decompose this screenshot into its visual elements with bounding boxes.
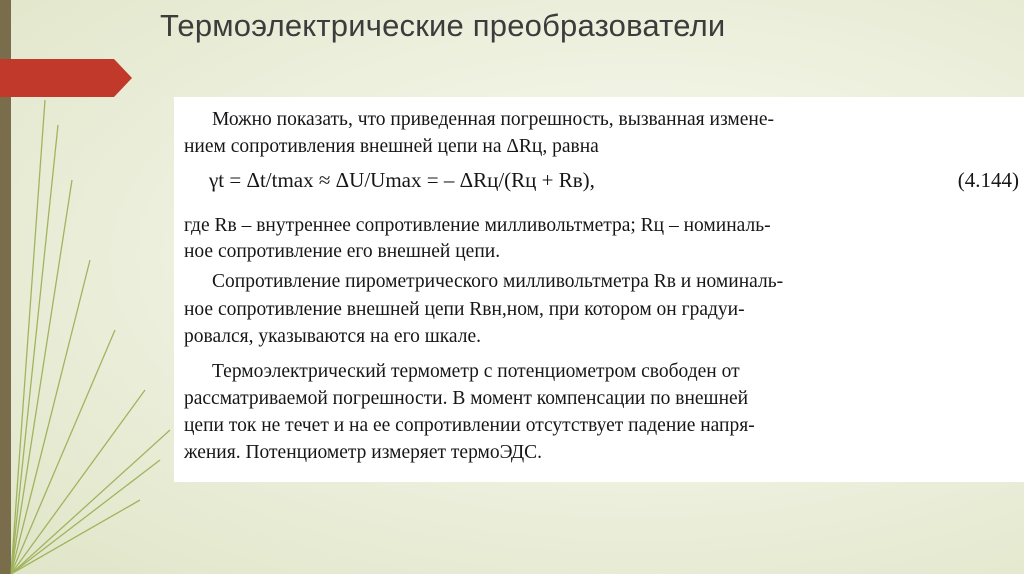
- red-arrow-marker: [0, 59, 132, 97]
- formula-number: (4.144): [957, 168, 1019, 192]
- text-line: ровался, указываются на его шкале.: [184, 326, 481, 347]
- text-line: нием сопротивления внешней цепи на ΔRц, равна: [184, 136, 599, 157]
- slide-title: Термоэлектрические преобразователи: [160, 8, 726, 43]
- formula: γt = Δt/tmax ≈ ΔU/Umax = – ΔRц/(Rц + Rв),: [209, 168, 595, 192]
- text-line: ное сопротивление его внешней цепи.: [184, 241, 501, 262]
- text-line: Сопротивление пирометрического милливольтметра Rв и номиналь-: [212, 271, 784, 292]
- text-line: Можно показать, что приведенная погрешность, вызванная измене-: [212, 109, 774, 130]
- text-line: Термоэлектрический термометр с потенциометром свободен от: [212, 361, 740, 382]
- text-line: рассматриваемой погрешности. В момент компенсации по внешней: [184, 388, 749, 409]
- scanned-text-image: [174, 97, 1024, 482]
- text-line: где Rв – внутреннее сопротивление милливольтметра; Rц – номиналь-: [184, 215, 771, 236]
- text-line: ное сопротивление внешней цепи Rвн,ном, при котором он градуи-: [184, 299, 745, 320]
- text-line: цепи ток не течет и на ее сопротивлении отсутствует падение напря-: [184, 415, 755, 436]
- text-line: жения. Потенциометр измеряет термоЭДС.: [184, 442, 543, 463]
